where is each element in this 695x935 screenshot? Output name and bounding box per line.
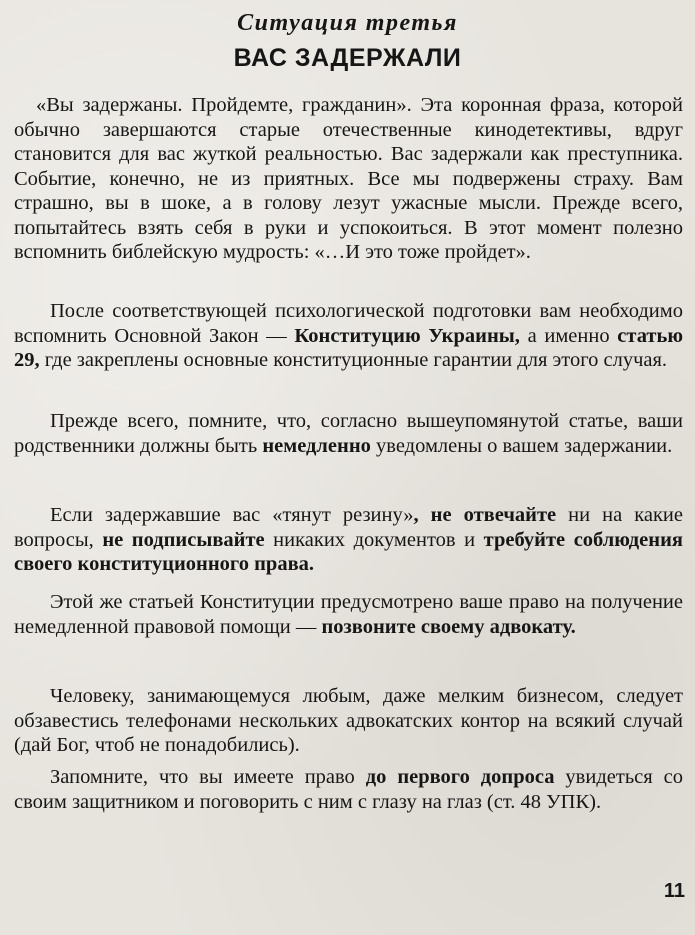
section-subtitle: Ситуация третья [237, 10, 458, 36]
paragraph-bold-text: не подписывайте [102, 528, 265, 551]
paragraph-text: уведомлены о вашем задержании. [370, 434, 673, 457]
paragraph-bold-text: позвоните своему адвокату. [321, 615, 576, 638]
paragraph-do-not-answer [14, 503, 683, 577]
paragraph-text: Если задержавшие вас «тянут резину» [50, 504, 414, 526]
paragraph-constitution [14, 299, 683, 373]
paragraph-text: ни на какие вопросы, [14, 504, 683, 551]
paragraph-text: Прежде всего, помните, что, согласно вышеупомянутой статье, ваши родственники должны быть [14, 410, 683, 457]
paragraph-text: увидеться со своим защитником и поговорить с ним с глазу на глаз (ст. 48 УПК). [14, 766, 683, 813]
paragraph-legal-help [14, 590, 683, 639]
paragraph-text: Запомните, что вы имеете право [50, 766, 366, 788]
page-number: 11 [663, 880, 685, 902]
paragraph-text: никаких документов и [264, 528, 484, 551]
paragraph-relatives [14, 409, 683, 458]
section-title: ВАС ЗАДЕРЖАЛИ [233, 44, 462, 72]
paragraph-text: а именно [519, 324, 618, 347]
paragraph-business-advice: Человеку, занимающемуся любым, даже мелким бизнесом, следует обзавестись телефонами нескольких адвокатских контор на всякий случай (дай Бог, чтоб не понадобились). [14, 685, 683, 756]
paragraph-bold-text: , не отвечайте [413, 504, 557, 526]
paragraph-bold-text: Конституцию Украины, [294, 324, 520, 347]
paragraph-bold-text: до первого допроса [365, 766, 555, 788]
paragraph-intro: «Вы задержаны. Пройдемте, гражданин». Эта коронная фраза, которой обычно завершаются старые отечественные кинодетективы, вдруг становится для вас жуткой реальностью. Вас задержали как преступника. Событие, конечно, не из приятных. Все мы подвержены страху. Вам страшно, вы в шоке, а в голову лезут ужасные мысли. Прежде всего, попытайтесь взять себя в руки и успокоиться. В этот момент полезно вспомнить библейскую мудрость: «…И это тоже пройдет». [14, 94, 683, 263]
paragraph-bold-text: требуйте соблюдения своего конституционного права. [14, 528, 683, 575]
paragraph-text: Этой же статьей Конституции предусмотрено ваше право на получение немедленной правовой помощи — [14, 591, 683, 638]
paragraph-text: где закреплены основные конституционные гарантии для этого случая. [39, 349, 668, 371]
paragraph-bold-text: статью 29, [14, 324, 683, 371]
paragraph-first-interrogation [14, 765, 683, 814]
paragraph-text: После соответствующей психологической подготовки вам необходимо вспомнить Основной Закон — [14, 300, 683, 347]
paragraph-bold-text: немедленно [262, 434, 371, 457]
